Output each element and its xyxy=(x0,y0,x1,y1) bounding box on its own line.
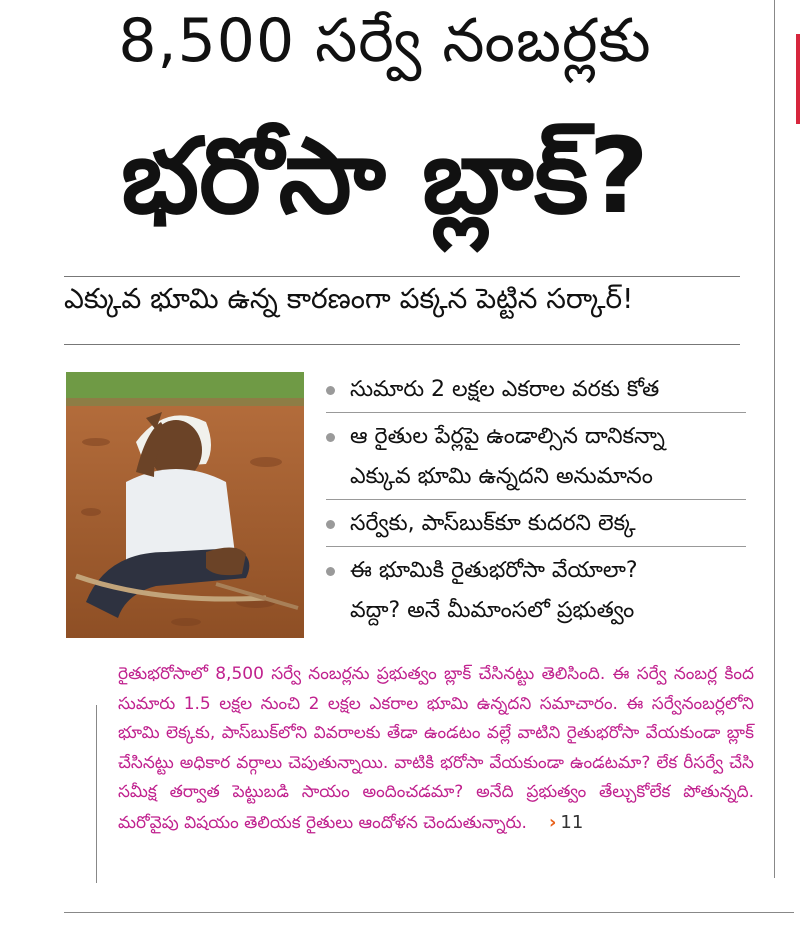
bullet-dot xyxy=(326,520,335,529)
bottom-rule xyxy=(64,912,794,913)
headline-line-2: భరోసా బ్లాక్? xyxy=(121,115,649,237)
continuation-marker xyxy=(549,812,583,833)
bullet-text-line-1: ఆ రైతుల పేర్లపై ఉండాల్సిన దానికన్నా xyxy=(350,424,665,449)
continuation-page: 11 xyxy=(560,811,584,833)
bullet-text: సర్వేకు, పాస్‌బుక్‌కూ కుదరని లెక్క xyxy=(350,511,636,536)
subhead-bottom-rule xyxy=(64,344,740,345)
bullet-item xyxy=(326,417,746,497)
bullet-dot xyxy=(326,433,335,442)
bullet-dot xyxy=(326,567,335,576)
body-side-rule xyxy=(96,705,97,883)
bullet-text-line-2: వద్దా? అనే మీమాంసలో ప్రభుత్వం xyxy=(350,598,635,623)
bullet-dot xyxy=(326,386,335,395)
article-body xyxy=(118,660,754,838)
farmer-photo xyxy=(66,372,304,638)
bullet-text-line-1: ఈ భూమికి రైతుభరోసా వేయాలా? xyxy=(350,558,638,583)
bullet-item xyxy=(326,370,746,410)
bullet-text: సుమారు 2 లక్షల ఎకరాల వరకు కోత xyxy=(350,377,660,402)
body-text: రైతుభరోసాలో 8,500 సర్వే నంబర్లను ప్రభుత్వం బ్లాక్ చేసినట్టు తెలిసింది. ఈ సర్వే నంబర్ల కింద సుమారు 1.5 లక్షల నుంచి 2 లక్షల ఎకరాల భూమి ఉన్నదని సమాచారం. ఈ సర్వేనంబర్లలోని భూమి లెక్కకు, పాస్‌బుక్‌లోని వివరాలకు తేడా ఉండటం వల్లే వాటిని రైతుభరోసా వేయకుండా బ్లాక్ చేసినట్టు అధికార వర్గాలు చెపుతున్నాయి. వాటికి భరోసా వేయకుండా ఉండటమా? లేక రీసర్వే చేసి సమీక్ష తర్వాత పెట్టుబడి సాయం అందించడమా? అనేది ప్రభుత్వం తేల్చుకోలేక పోతున్నది. మరోవైపు విషయం తెలియక రైతులు ఆందోళన చెందుతున్నారు. xyxy=(118,664,754,833)
subhead-top-rule xyxy=(64,276,740,277)
accent-bar xyxy=(796,34,800,124)
bullet-list xyxy=(326,370,746,631)
headline-line-1: 8,500 సర్వే నంబర్లకు xyxy=(118,6,652,76)
bullet-item xyxy=(326,551,746,631)
subheadline: ఎక్కువ భూమి ఉన్న కారణంగా పక్కన పెట్టిన సర్కార్! xyxy=(64,282,634,315)
bullet-item xyxy=(326,504,746,544)
bullet-text-line-2: ఎక్కువ భూమి ఉన్నదని అనుమానం xyxy=(350,464,653,489)
bullet-divider xyxy=(326,499,746,500)
continue-arrow-icon: › xyxy=(548,811,557,833)
body-paragraph xyxy=(118,660,754,838)
column-divider xyxy=(774,0,775,878)
bullet-divider xyxy=(326,412,746,413)
bullet-divider xyxy=(326,546,746,547)
